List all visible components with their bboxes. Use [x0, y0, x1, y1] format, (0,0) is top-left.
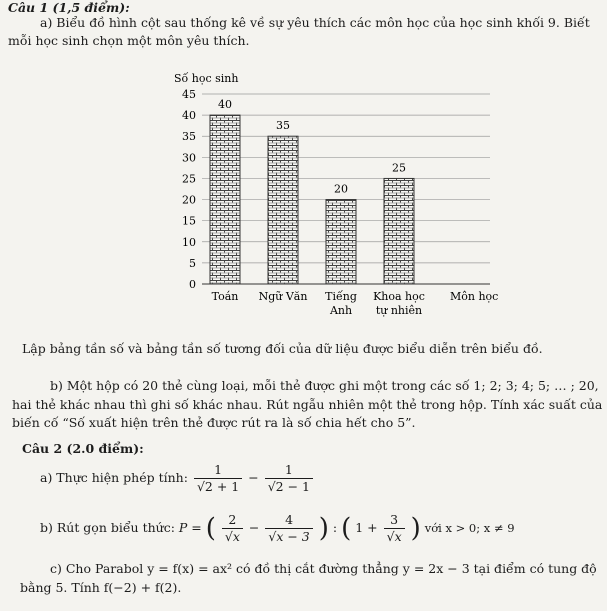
- question-1a-line-1: a) Biểu đồ hình cột sau thống kê về sự yêu thích các môn học của học sinh khối 9. Biết: [40, 15, 590, 30]
- bar: [268, 136, 298, 284]
- close-paren: ): [318, 513, 329, 544]
- bar: [210, 115, 240, 284]
- bar-chart: [160, 70, 500, 332]
- y-tick-label: 0: [189, 278, 196, 291]
- data-label: 20: [334, 182, 348, 196]
- open-paren-2: (: [341, 513, 352, 544]
- question-2a-label: a) Thực hiện phép tính:: [40, 470, 188, 485]
- y-tick-label: 40: [182, 109, 196, 123]
- question-2c-line-2: bằng 5. Tính f(−2) + f(2).: [20, 580, 182, 595]
- fraction-b2: [265, 512, 312, 545]
- y-tick-label: 25: [182, 172, 196, 186]
- y-tick-label: 45: [182, 88, 196, 101]
- question-1b-line-3: biến cố “Số xuất hiện trên thẻ được rút ra là số chia hết cho 5”.: [12, 415, 416, 430]
- y-tick-label: 35: [182, 130, 196, 144]
- fraction-b1-denominator: √x: [224, 529, 240, 544]
- fraction-1-denominator: √2 + 1: [196, 479, 240, 494]
- question-2a: [40, 462, 315, 495]
- question-2b-label: b) Rút gọn biểu thức:: [40, 520, 175, 535]
- close-paren-2: ): [410, 513, 421, 544]
- y-tick-label: 5: [189, 256, 196, 270]
- y-tick-label: 15: [182, 214, 196, 228]
- x-axis-title: Môn học: [450, 290, 499, 303]
- category-label: Anh: [329, 304, 353, 317]
- fraction-b2-denominator: √x − 3: [268, 529, 310, 544]
- y-tick-label: 20: [182, 193, 196, 207]
- fraction-2-denominator: √2 − 1: [267, 479, 310, 494]
- fraction-b3-denominator: √x: [386, 529, 402, 544]
- fraction-1-numerator: 1: [194, 462, 242, 479]
- question-2-title: Câu 2 (2.0 điểm):: [22, 441, 144, 456]
- question-1-table-task: Lập bảng tần số và bảng tần số tương đối của dữ liệu được biểu diễn trên biểu đồ.: [22, 341, 543, 356]
- y-axis-title: Số học sinh: [174, 72, 239, 85]
- fraction-b1-numerator: 2: [222, 512, 243, 529]
- data-labels: [218, 98, 406, 195]
- data-label: 25: [392, 161, 406, 175]
- divide-sign: :: [332, 520, 338, 535]
- data-label: 40: [218, 98, 232, 112]
- question-1a-line-2: mỗi học sinh chọn một môn yêu thích.: [8, 33, 250, 48]
- one-plus: 1 +: [355, 520, 378, 535]
- data-label: 35: [276, 119, 290, 133]
- fraction-1: [194, 462, 242, 495]
- question-1-title: Câu 1 (1,5 điểm):: [8, 0, 130, 15]
- bar: [384, 178, 414, 284]
- category-label: Khoa học: [373, 290, 425, 303]
- category-label: tự nhiên: [375, 304, 423, 317]
- y-tick-labels: [182, 88, 196, 291]
- category-label: Toán: [211, 290, 239, 303]
- minus-sign: −: [248, 470, 259, 485]
- open-paren: (: [205, 513, 216, 544]
- fraction-b2-numerator: 4: [265, 512, 312, 529]
- expression-p: P =: [178, 520, 202, 535]
- question-1b-line-2: hai thẻ khác nhau thì ghi số khác nhau. Rút ngẫu nhiên một thẻ trong hộp. Tính xác suất của: [12, 397, 603, 412]
- question-2b: [40, 512, 515, 545]
- category-labels: [212, 290, 425, 317]
- minus-sign-b: −: [248, 520, 260, 535]
- question-2c-line-1: c) Cho Parabol y = f(x) = ax² có đồ thị cắt đường thẳng y = 2x − 3 tại điểm có tung độ: [50, 561, 597, 576]
- bar: [326, 200, 356, 284]
- condition: với x > 0; x ≠ 9: [424, 521, 515, 535]
- fraction-2: [265, 462, 313, 495]
- y-tick-label: 30: [182, 151, 196, 165]
- y-tick-label: 10: [182, 235, 196, 249]
- fraction-b3-numerator: 3: [384, 512, 405, 529]
- category-label: Tiếng: [325, 290, 357, 303]
- fraction-b3: [384, 512, 405, 545]
- fraction-2-numerator: 1: [265, 462, 313, 479]
- category-label: Ngữ Văn: [258, 290, 308, 303]
- fraction-b1: [222, 512, 243, 545]
- question-1b-line-1: b) Một hộp có 20 thẻ cùng loại, mỗi thẻ được ghi một trong các số 1; 2; 3; 4; 5; … ; 20,: [50, 378, 599, 393]
